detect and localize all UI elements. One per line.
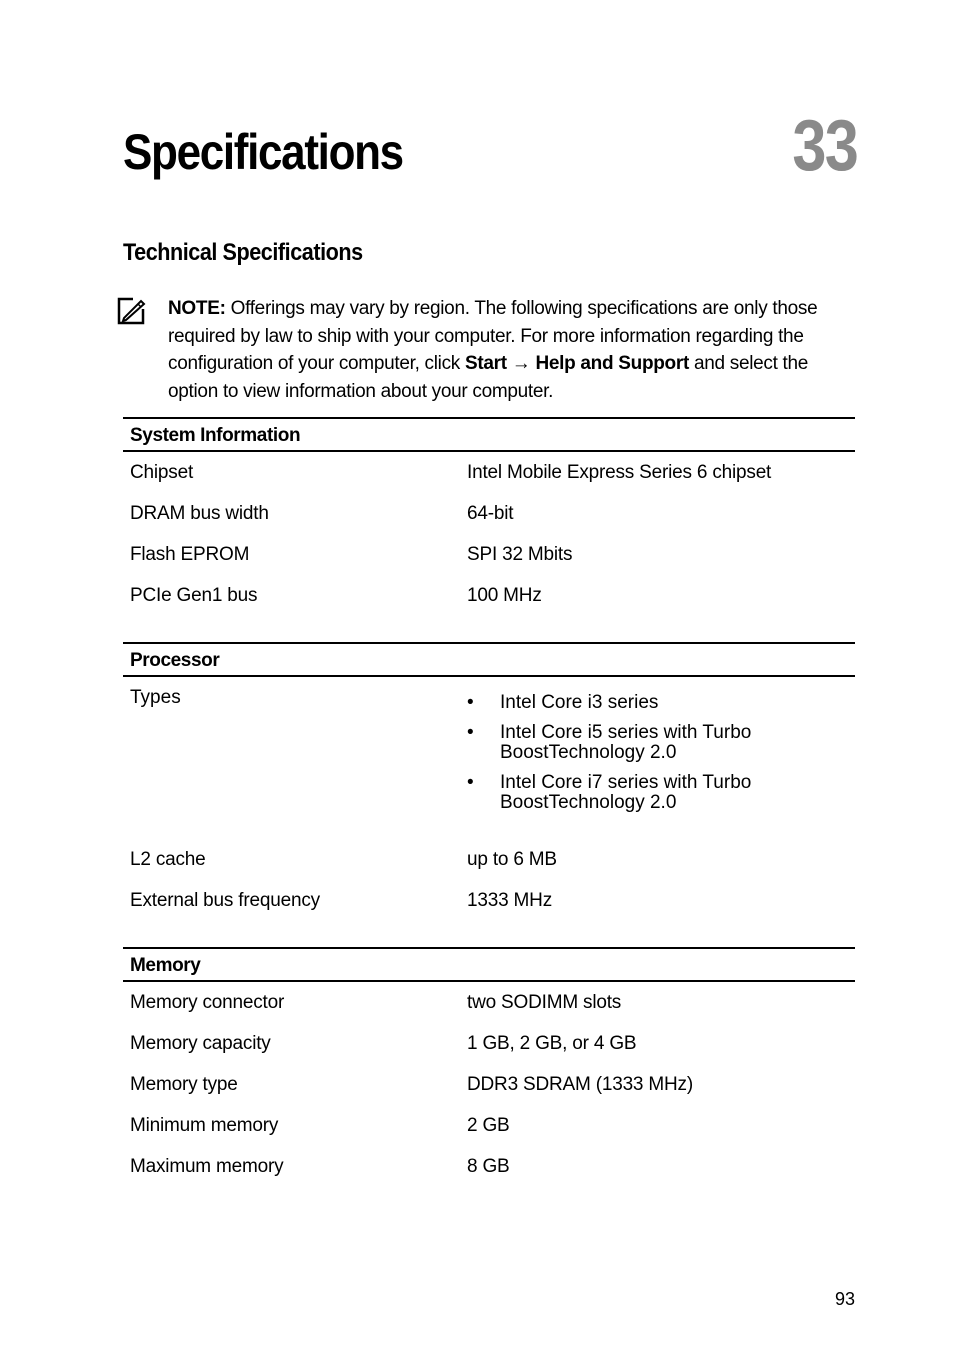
- memory-table: [123, 947, 855, 1187]
- note-pencil-icon: [117, 297, 147, 327]
- spec-label: PCIe Gen1 bus: [130, 585, 258, 606]
- spec-value: 100 MHz: [467, 585, 542, 606]
- table-row: [123, 880, 855, 921]
- list-item: • Intel Core i5 series with Turbo BoostTechnology 2.0: [467, 723, 847, 763]
- table-row: [123, 982, 855, 1023]
- spec-label: Memory capacity: [130, 1033, 271, 1054]
- table-row: [123, 1023, 855, 1064]
- spec-label: DRAM bus width: [130, 503, 269, 524]
- note-text: [168, 295, 848, 405]
- spec-value: SPI 32 Mbits: [467, 544, 573, 565]
- spec-label: Flash EPROM: [130, 544, 250, 565]
- help-and-support-link: Help and Support: [535, 353, 689, 374]
- spec-label: External bus frequency: [130, 890, 320, 911]
- spec-label: Chipset: [130, 462, 194, 483]
- list-item: • Intel Core i7 series with Turbo BoostTechnology 2.0: [467, 773, 847, 813]
- spec-value: two SODIMM slots: [467, 992, 622, 1013]
- table-row: [123, 493, 855, 534]
- system-information-table: [123, 417, 855, 616]
- note-body-1: Offerings may vary by region. The following specifications are only those required by law to ship with your computer. For more information regarding the configuration of your computer, click: [168, 298, 818, 374]
- table-row: [123, 452, 855, 493]
- spec-value: 1 GB, 2 GB, or 4 GB: [467, 1033, 637, 1054]
- processor-types-list: [467, 693, 847, 823]
- page-number: 93: [834, 1289, 855, 1309]
- table-row: [123, 575, 855, 616]
- note-label: NOTE:: [168, 298, 226, 319]
- spec-label: Maximum memory: [130, 1156, 284, 1177]
- system-information-header: System Information: [123, 417, 855, 452]
- memory-header: Memory: [123, 947, 855, 982]
- spec-label: Types: [130, 687, 181, 708]
- spec-value: 8 GB: [467, 1156, 510, 1177]
- table-row: [123, 1064, 855, 1105]
- spec-label: Memory connector: [130, 992, 285, 1013]
- spec-value: 2 GB: [467, 1115, 510, 1136]
- spec-value: 64-bit: [467, 503, 514, 524]
- chapter-number: 33: [792, 106, 857, 186]
- processor-table: [123, 642, 855, 921]
- spec-value: up to 6 MB: [467, 849, 557, 870]
- note-arrow: →: [506, 353, 536, 374]
- table-row: [123, 534, 855, 575]
- table-row: [123, 677, 855, 839]
- table-row: [123, 839, 855, 880]
- spec-value: 1333 MHz: [467, 890, 552, 911]
- processor-header: Processor: [123, 642, 855, 677]
- note-body-2: and select the option to view information about your computer.: [168, 353, 809, 402]
- start-link: Start: [464, 353, 507, 374]
- spec-value: Intel Mobile Express Series 6 chipset: [467, 462, 772, 483]
- spec-label: L2 cache: [130, 849, 206, 870]
- spec-label: Memory type: [130, 1074, 238, 1095]
- table-row: [123, 1146, 855, 1187]
- list-item: • Intel Core i3 series: [467, 693, 847, 713]
- spec-value: DDR3 SDRAM (1333 MHz): [467, 1074, 693, 1095]
- table-row: [123, 1105, 855, 1146]
- section-heading: Technical Specifications: [123, 239, 363, 266]
- spec-label: Minimum memory: [130, 1115, 279, 1136]
- chapter-title: Specifications: [123, 124, 403, 180]
